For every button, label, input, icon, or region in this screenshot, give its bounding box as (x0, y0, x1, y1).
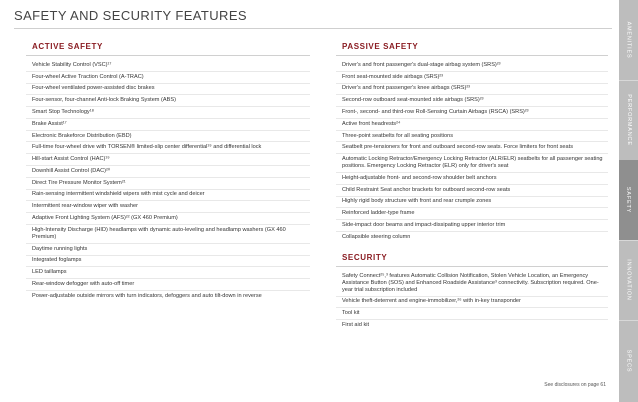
feature-item: Reinforced ladder-type frame (336, 208, 608, 220)
tab-label: SPECS (625, 349, 632, 373)
tab-amenities[interactable] (619, 0, 638, 81)
feature-item: First aid kit (342, 321, 370, 328)
section-tabs-sidebar (619, 0, 638, 402)
security-section (336, 253, 608, 331)
feature-item: Front-, second- and third-row Roll-Sensing Curtain Airbags (RSCA) (SRS)²³ (336, 107, 608, 119)
feature-item: Driver's and front passenger's dual-stage airbag system (SRS)²³ (336, 60, 608, 72)
passive-safety-list (336, 60, 608, 243)
feature-item: Integrated foglamps (26, 256, 310, 268)
feature-item: Four-sensor, four-channel Anti-lock Braking System (ABS) (26, 95, 310, 107)
disclosure-note: See disclosures on page 61 (544, 382, 606, 388)
feature-item: Vehicle Stability Control (VSC)¹⁷ (26, 60, 310, 72)
active-safety-column (26, 42, 310, 302)
feature-item: Front seat-mounted side airbags (SRS)²³ (336, 72, 608, 84)
section-divider (26, 55, 310, 56)
title-divider (14, 28, 612, 29)
feature-item: Safety Connect²⁵,³ features Automatic Collision Notification, Stolen Vehicle Location, an Emergency Assistance Button (SOS) and Enhanced Roadside Assistance³ connectivity. Subscription required. One-year trial subscription included (336, 271, 608, 297)
feature-item: Side-impact door beams and impact-dissipating upper interior trim (336, 220, 608, 232)
feature-item: High-Intensity Discharge (HID) headlamps with dynamic auto-leveling and headlamp washers (GX 460 Premium) (26, 225, 310, 244)
tab-specs[interactable] (619, 320, 638, 402)
active-safety-heading: ACTIVE SAFETY (32, 42, 103, 51)
tab-label: AMENITIES (625, 21, 632, 59)
feature-item: Three-point seatbelts for all seating positions (336, 131, 608, 143)
passive-safety-heading: PASSIVE SAFETY (342, 42, 419, 51)
feature-item: Electronic Brakeforce Distribution (EBD) (26, 131, 310, 143)
feature-item: Hill-start Assist Control (HAC)¹⁹ (26, 154, 310, 166)
feature-item: Vehicle theft-deterrent and engine-immobilizer,²⁶ with in-key transponder (336, 297, 608, 309)
feature-item: Tool kit (336, 308, 608, 320)
tab-safety[interactable] (619, 160, 638, 241)
feature-item: Driver's and front passenger's knee airbags (SRS)²³ (336, 84, 608, 96)
feature-item: Four-wheel ventilated power-assisted disc brakes (26, 84, 310, 96)
tab-innovation[interactable] (619, 240, 638, 321)
feature-item: Intermittent rear-window wiper with washer (26, 201, 310, 213)
feature-item: Second-row outboard seat-mounted side airbags (SRS)²³ (336, 95, 608, 107)
passive-safety-column (336, 42, 608, 331)
feature-item: Adaptive Front Lighting System (AFS)²² (GX 460 Premium) (26, 213, 310, 225)
section-divider (336, 55, 608, 56)
feature-item: Collapsible steering column (342, 233, 411, 240)
section-divider (336, 266, 608, 267)
feature-item: Rear-window defogger with auto-off timer (26, 279, 310, 291)
tab-performance[interactable] (619, 80, 638, 161)
feature-item: Downhill Assist Control (DAC)²⁰ (26, 166, 310, 178)
feature-item: Height-adjustable front- and second-row shoulder belt anchors (336, 173, 608, 185)
page-title: SAFETY AND SECURITY FEATURES (14, 8, 247, 23)
feature-item: LED taillamps (26, 267, 310, 279)
feature-item: Smart Stop Technology¹⁸ (26, 107, 310, 119)
security-list (336, 271, 608, 331)
feature-item: Seatbelt pre-tensioners for front and outboard second-row seats. Force limiters for front seats (336, 142, 608, 154)
feature-item: Automatic Locking Retractor/Emergency Locking Retractor (ALR/ELR) seatbelts for all passenger seating positions. Emergency Locking Retractor (ELR) only for driver's seat (336, 154, 608, 173)
tab-label: PERFORMANCE (625, 94, 632, 146)
feature-item: Four-wheel Active Traction Control (A-TRAC) (26, 72, 310, 84)
feature-item: Active front headrests²⁴ (336, 119, 608, 131)
feature-item: Highly rigid body structure with front and rear crumple zones (336, 197, 608, 209)
feature-item: Brake Assist¹⁷ (26, 119, 310, 131)
feature-item: Rain-sensing intermittent windshield wipers with mist cycle and deicer (26, 190, 310, 202)
security-heading: SECURITY (342, 252, 388, 262)
tab-label: INNOVATION (625, 259, 632, 301)
active-safety-list (26, 60, 310, 302)
feature-item: Full-time four-wheel drive with TORSEN® limited-slip center differential¹⁹ and differential lock (26, 142, 310, 154)
tab-label: SAFETY (625, 186, 632, 214)
feature-item: Direct Tire Pressure Monitor System²¹ (26, 178, 310, 190)
feature-item: Daytime running lights (26, 244, 310, 256)
feature-item: Power-adjustable outside mirrors with turn indicators, defoggers and auto tilt-down in reverse (32, 292, 262, 299)
feature-item: Child Restraint Seat anchor brackets for outboard second-row seats (336, 185, 608, 197)
